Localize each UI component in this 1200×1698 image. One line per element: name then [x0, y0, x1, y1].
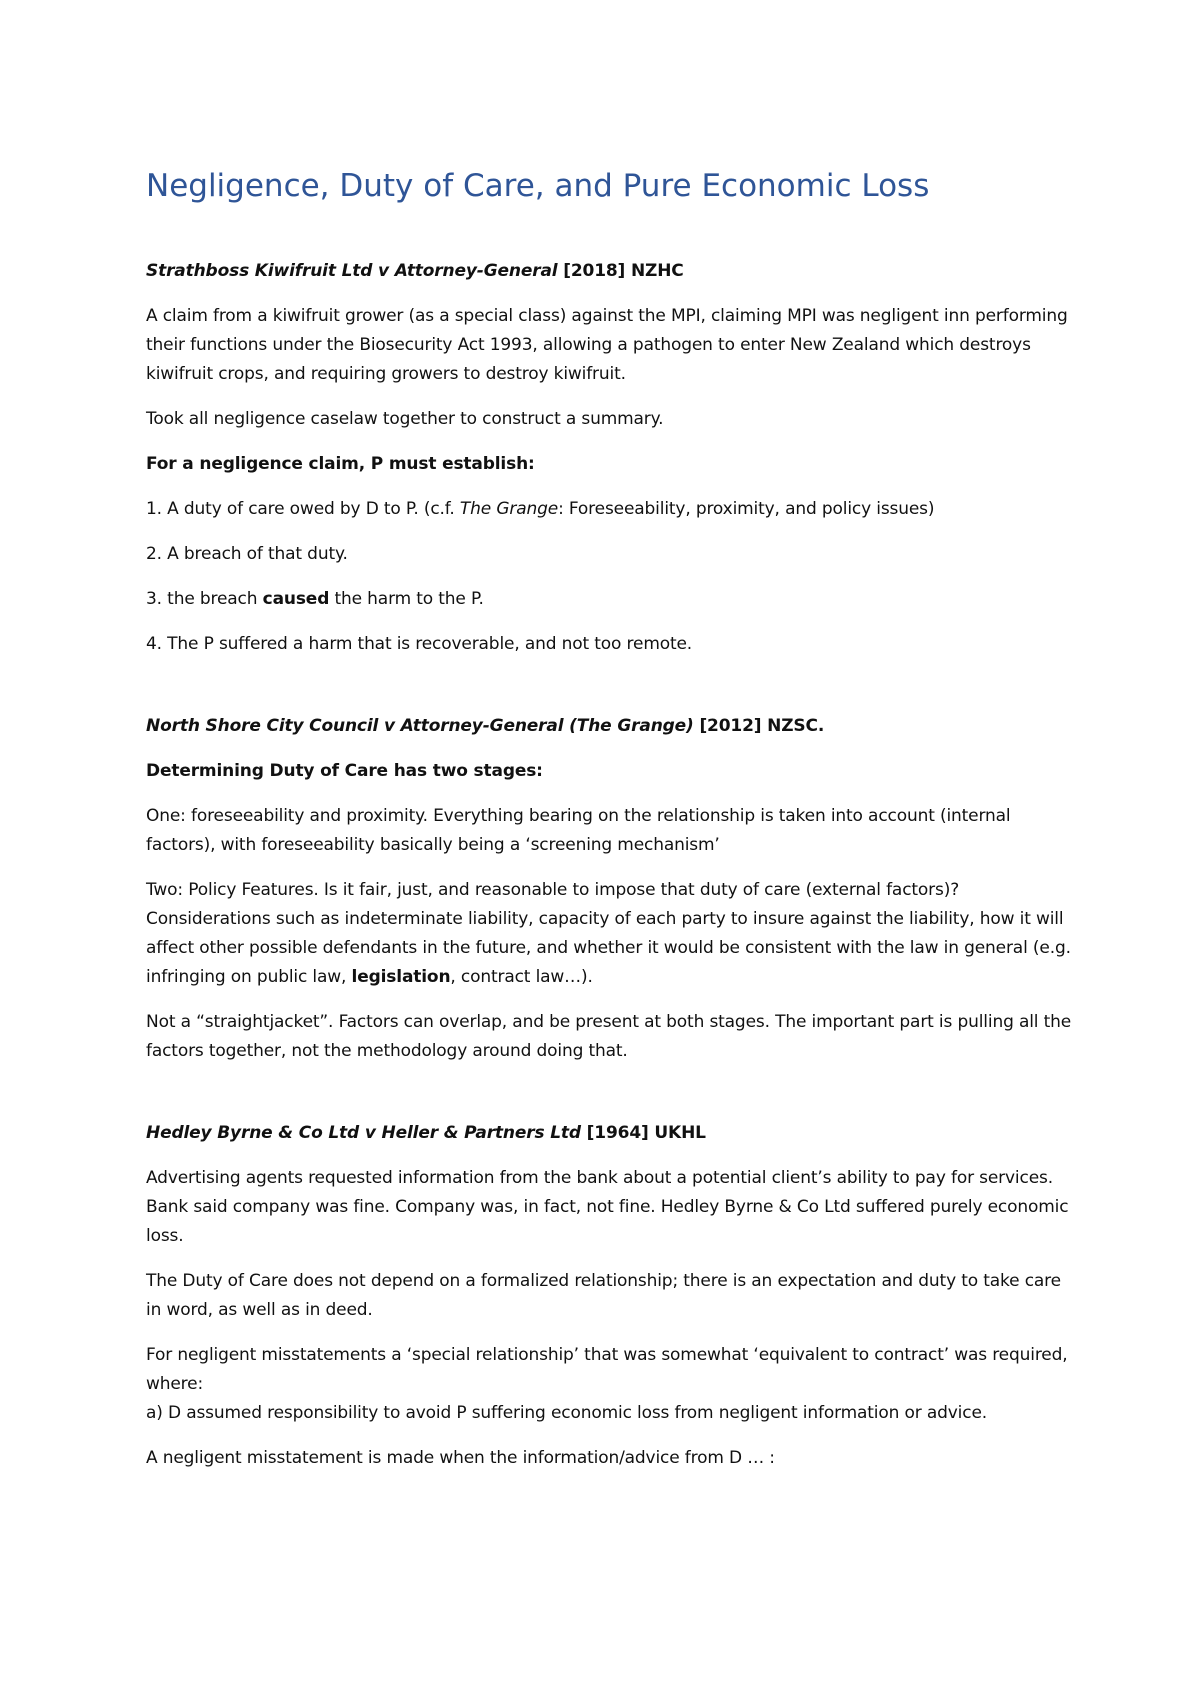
- list-item-harm: 4. The P suffered a harm that is recoverable, and not too remote.: [146, 634, 693, 654]
- case-citation: [1964] UKHL: [580, 1123, 706, 1143]
- document-title: Negligence, Duty of Care, and Pure Economic Loss: [146, 168, 930, 204]
- paragraph-strathboss-summary: A claim from a kiwifruit grower (as a special class) against the MPI, claiming MPI was negligent inn performing their functions under the Biosecurity Act 1993, allowing a pathogen to enter New Zealand which destroys kiwifruit crops, and requiring growers to destroy kiwifruit.: [146, 306, 1068, 384]
- list-item-duty: [146, 495, 1076, 524]
- case-citation: [2018] NZHC: [557, 261, 684, 281]
- section-spacer: [146, 1082, 1076, 1119]
- list-item-text: : Foreseeability, proximity, and policy issues): [558, 499, 935, 519]
- case-name: Hedley Byrne & Co Ltd v Heller & Partners Ltd: [146, 1123, 581, 1143]
- case-heading-hedley: [146, 1119, 1076, 1148]
- case-name: Strathboss Kiwifruit Ltd v Attorney-General: [146, 261, 558, 281]
- paragraph-text: Two: Policy Features. Is it fair, just, and reasonable to impose that duty of care (external factors)? Considerations such as indeterminate liability, capacity of each party to insure against the liability, how it will affect other possible defendants in the future, and whether it would be consistent with the law in general (e.g. infringing on public law,: [146, 880, 1071, 987]
- case-reference: The Grange: [459, 499, 559, 519]
- section-spacer: [146, 675, 1076, 712]
- paragraph-hedley-facts: Advertising agents requested information from the bank about a potential client’s ability to pay for services. Bank said company was fine. Company was, in fact, not fine. Hedley Byrne & Co Ltd suffered purely economic loss.: [146, 1168, 1069, 1246]
- paragraph-text: , contract law…).: [450, 967, 593, 987]
- list-item-text: the harm to the P.: [329, 589, 484, 609]
- paragraph-stage-two: [146, 876, 1076, 992]
- case-heading-grange: [146, 712, 1076, 741]
- paragraph-hedley-duty: The Duty of Care does not depend on a formalized relationship; there is an expectation and duty to take care in word, as well as in deed.: [146, 1271, 1061, 1320]
- case-heading-strathboss: [146, 257, 1076, 286]
- paragraph-duty-stages-heading: Determining Duty of Care has two stages:: [146, 761, 543, 781]
- paragraph-stage-one: One: foreseeability and proximity. Everything bearing on the relationship is taken into account (internal factors), with foreseeability basically being a ‘screening mechanism’: [146, 806, 1011, 855]
- paragraph-grange-note: Not a “straightjacket”. Factors can overlap, and be present at both stages. The important part is pulling all the factors together, not the methodology around doing that.: [146, 1012, 1072, 1061]
- list-item-assumed-responsibility: a) D assumed responsibility to avoid P suffering economic loss from negligent information or advice.: [146, 1403, 988, 1423]
- list-item-text: 3. the breach: [146, 589, 263, 609]
- paragraph-strathboss-note: Took all negligence caselaw together to construct a summary.: [146, 409, 664, 429]
- list-item-breach: 2. A breach of that duty.: [146, 544, 348, 564]
- document-body: [146, 257, 1076, 1489]
- emphasis-text: caused: [262, 589, 330, 609]
- paragraph-negligence-heading: For a negligence claim, P must establish:: [146, 454, 535, 474]
- case-name: North Shore City Council v Attorney-General (The Grange): [146, 716, 694, 736]
- list-item-text: 1. A duty of care owed by D to P. (c.f.: [146, 499, 460, 519]
- paragraph-misstatements: For negligent misstatements a ‘special relationship’ that was somewhat ‘equivalent to contract’ was required, where:: [146, 1345, 1068, 1394]
- case-citation: [2012] NZSC.: [693, 716, 825, 736]
- list-item-causation: [146, 585, 1076, 614]
- emphasis-text: legislation: [351, 967, 451, 987]
- paragraph-misstatement-made-when: A negligent misstatement is made when the information/advice from D … :: [146, 1448, 775, 1468]
